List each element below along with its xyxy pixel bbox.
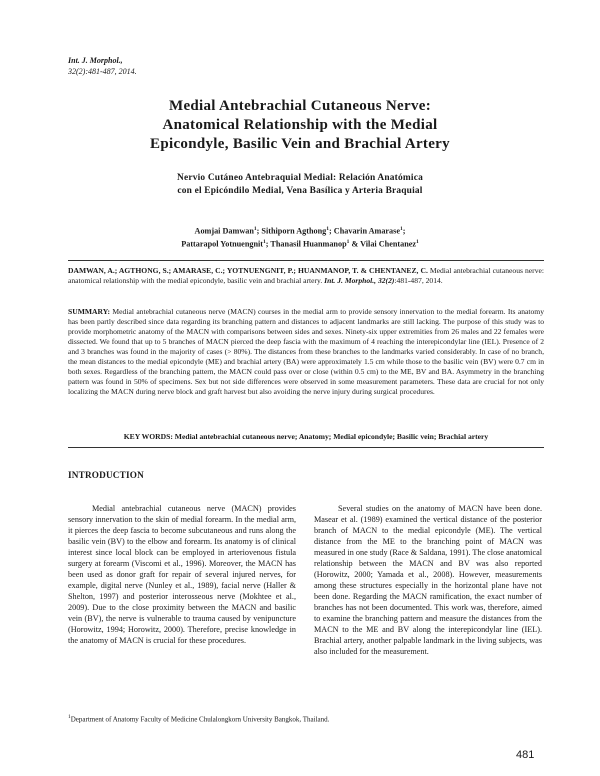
affiliation-footnote: $^1$Department of Anatomy Faculty of Medicine Chulalongkorn University Bangkok, Thailand. [68,714,330,724]
citation-pages: :481-487, 2014. [394,276,443,285]
intro-right-column [314,503,542,657]
title-line: Anatomical Relationship with the Medial [162,117,438,133]
title-line: Epicondyle, Basilic Vein and Brachial Artery [150,136,450,152]
subtitle-line: con el Epicóndilo Medial, Vena Basílica y Arteria Braquial [177,186,423,196]
citation [68,266,544,286]
divider-bottom [68,447,544,448]
abstract [68,307,544,397]
intro-paragraph: Several studies on the anatomy of MACN have been done. Masear et al. (1989) examined the vertical distance of the posterior branch of MACN to the medial epicondyle (ME). The vertical distance from the ME to the branching point of MACN was measured in one study (Race & Saldana, 1991). The close anatomical relationship between the MACN and BV was also reported (Horowitz, 2000; Yamada et al., 2008). However, measurements among these structures especially in the horizontal plane have not been done. Regarding the MACN ramification, the exact number of branches has not been documented. This work was, therefore, aimed to examine the branching pattern and measure the distances from the MACN to the ME and BV along the interepicondylar line (IEL). Brachial artery, another palpable landmark in the living subjects, was also included for the measurement. [314,504,542,656]
citation-title: Medial antebrachial cutaneous nerve: anatomical relationship with the medial epicondyle, basilic vein and brachial artery. [68,266,544,285]
keywords: KEY WORDS: Medial antebrachial cutaneous nerve; Anatomy; Medial epicondyle; Basilic vein; Brachial artery [123,432,489,441]
subtitle-line: Nervio Cutáneo Antebraquial Medial: Relación Anatómica [177,173,423,183]
citation-authors: DAMWAN, A.; AGTHONG, S.; AMARASE, C.; YOTNUENGNIT, P.; HUANMANOP, T. & CHENTANEZ, C. [68,266,428,275]
author-line-2: Pattarapol Yotnuengnit$^1$; Thanasil Huanmanop$^1$ & Vilai Chentanez$^1$ [181,238,419,249]
journal-name: Int. J. Morphol., [68,56,123,65]
author-list [60,224,540,249]
journal-volume: 32(2):481-487, 2014. [68,67,137,76]
summary-text: Medial antebrachial cutaneous nerve (MACN) courses in the medial arm to provide sensory innervation to the medial forearm. Its anatomy has been partly described since data regarding its branching pattern and distances to adjacent landmarks are still lacking. The purpose of this study was to provide morphometric anatomy of the MACN with comparisons between sides and sexes. Ninety-six upper extremities from 26 males and 22 females were dissected. We found that up to 5 branches of MACN pierced the deep fascia with the maximum of 4 reaching the interepicondylar line (IEL). Presence of 2 and 3 branches was found in the majority of cases (> 80%). The distances from these branches to the landmarks varied considerably. In case of no branch, the mean distances to the medial epicondyle (ME) and brachial artery (BA) were approximately 1.5 cm while those to the basilic vein (BV) were 0.7 cm in both sexes. Regardless of the branching pattern, the MACN could pass over or close (within 0.5 cm) to the ME, BV and BA. Asymmetry in the branching pattern was found in 50% of specimens. Sex but not side differences were observed in some measurement parameters. These data are crucial for not only localizing the MACN during nerve block and graft harvest but also avoiding the nerve injury during surgical procedures. [68,307,544,396]
intro-left-column [68,503,296,646]
intro-paragraph: Medial antebrachial cutaneous nerve (MACN) provides sensory innervation to the skin of medial forearm. In the medial arm, it pierces the deep fascia to become subcutaneous and runs along the basilic vein (BV) to the elbow and forearm. Its anatomy is of clinical interest since local block can be employed in arteriovenous fistula surgery at forearm (Viscomi et al., 1996). Moreover, the MACN has been used as donor graft for repair of several injured nerves, for example, digital nerve (Nunley et al., 1989), facial nerve (Haller & Shelton, 1997) and posterior interosseous nerve (Mokhtee et al., 2009). Due to the close proximity between the MACN and basilic vein (BV), the nerve is vulnerable to trauma caused by venipuncture (Horowitz, 1994; Horowitz, 2000). Therefore, precise knowledge in the anatomy of MACN is crucial for these procedures. [68,504,296,645]
section-heading-introduction: INTRODUCTION [68,470,144,480]
page-number: 481 [516,749,535,761]
article-subtitle [60,172,540,198]
article-title [60,97,540,154]
journal-header [68,55,137,77]
title-line: Medial Antebrachial Cutaneous Nerve: [168,98,432,114]
citation-journal: Int. J. Morphol., 32(2) [324,276,395,285]
summary-label: SUMMARY: [68,307,111,316]
author-line-1: Aomjai Damwan$^1$; Sithiporn Agthong$^1$; Chavarin Amarase$^1$; [194,226,406,236]
divider-top [68,260,544,261]
